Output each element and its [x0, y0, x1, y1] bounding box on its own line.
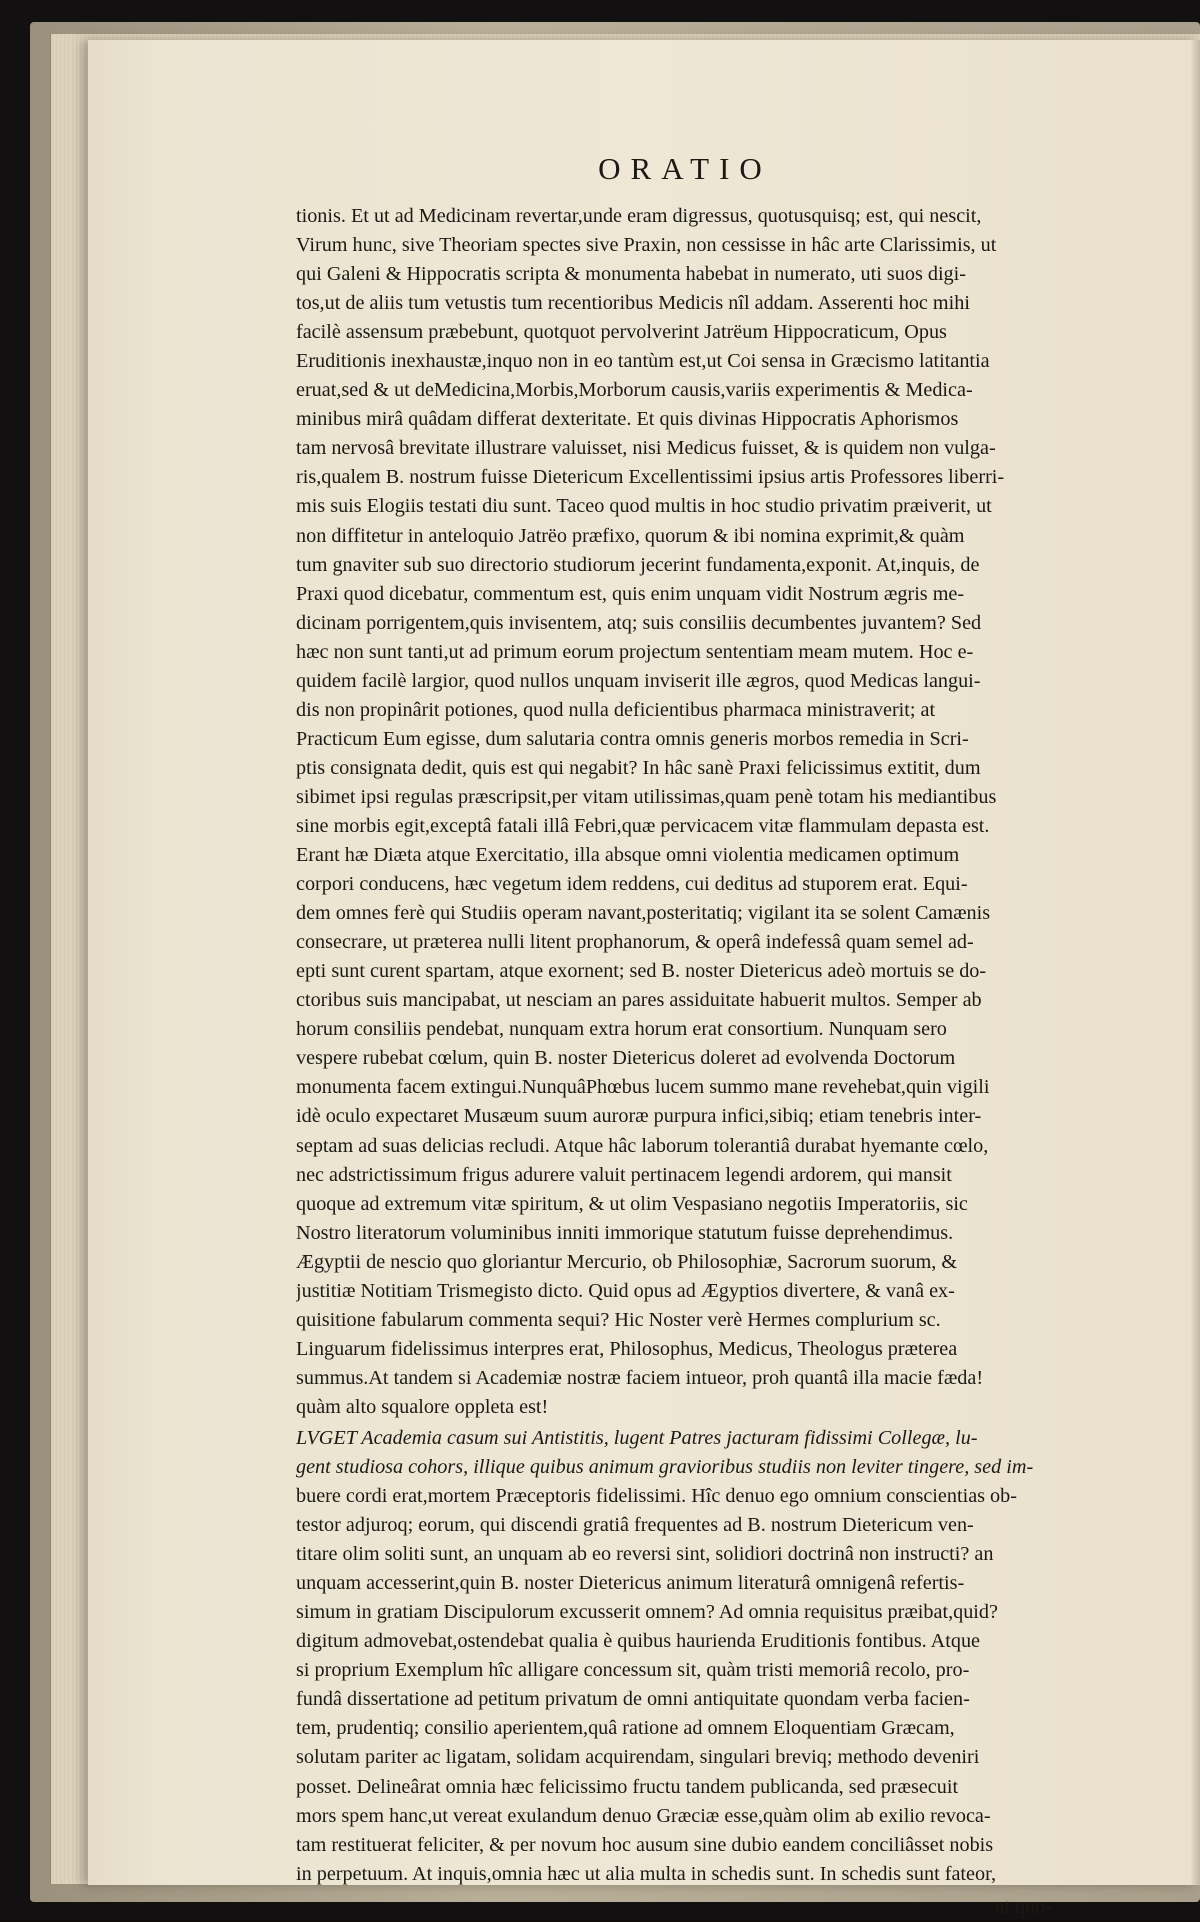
paragraph-2-line: tam restituerat feliciter, & per novum hoc ausum sine dubio eandem conciliâsset nobis: [296, 1833, 994, 1856]
paragraph-1-line: Praxi quod dicebatur, commentum est, quis enim unquam vidit Nostrum ægris me-: [296, 582, 965, 605]
paragraph-1-line: sine morbis egit,exceptâ fatali illâ Febri,quæ pervicacem vitæ flammulam depasta est.: [296, 814, 990, 837]
paragraph-1-line: tum gnaviter sub suo directorio studiorum jecerint fundamenta,exponit. At,inquis, de: [296, 553, 980, 576]
paragraph-2-line: testor adjuroq; eorum, qui discendi gratiâ frequentes ad B. nostrum Dietericum ven-: [296, 1514, 974, 1537]
paragraph-2-line: tem, prudentiq; consilio aperientem,quâ ratione ad omnem Eloquentiam Græcam,: [296, 1717, 955, 1740]
paragraph-2-line: buere cordi erat,mortem Præceptoris fidelissimi. Hîc denuo ego omnium conscientias ob-: [296, 1485, 1017, 1508]
paragraph-1-line: tos,ut de aliis tum vetustis tum recentioribus Medicis nîl addam. Asserenti hoc mihi: [296, 292, 970, 315]
paragraph-2-line: simum in gratiam Discipulorum excusserit omnem? Ad omnia requisitus præibat,quid?: [296, 1601, 998, 1624]
paragraph-1-line: quisitione fabularum commenta sequi? Hic Noster verè Hermes complurium sc.: [296, 1308, 941, 1331]
paragraph-2-lead-line: LVGET Academia casum sui Antistitis, lugent Patres jacturam fidissimi Collegæ, lu-: [296, 1426, 978, 1449]
paragraph-1-line: quàm alto squalore oppleta est!: [296, 1395, 549, 1418]
paragraph-2-line: si proprium Exemplum hîc alligare concessum sit, quàm tristi memoriâ recolo, pro-: [296, 1659, 970, 1682]
paragraph-1-line: monumenta facem extingui.NunquâPhœbus lucem summo mane revehebat,quin vigili: [296, 1076, 990, 1099]
paragraph-1-line: non diffitetur in anteloquio Jatrëo præfixo, quorum & ibi nomina exprimit,& quàm: [296, 524, 965, 547]
paragraph-1-line: Practicum Eum egisse, dum salutaria contra omnis generis morbos remedia in Scri-: [296, 727, 969, 750]
paragraph-1-line: ris,qualem B. nostrum fuisse Dietericum Excellentissimi ipsius artis Professores liberri-: [296, 466, 1005, 489]
paragraph-1-line: quoque ad extremum vitæ spiritum, & ut olim Vespasiano negotiis Imperatoriis, sic: [296, 1192, 968, 1215]
paragraph-1-line: tionis. Et ut ad Medicinam revertar,unde eram digressus, quotusquisq; est, qui nescit,: [296, 205, 982, 227]
paragraph-1-line: qui Galeni & Hippocratis scripta & monumenta habebat in numerato, uti suos digi-: [296, 263, 966, 286]
paragraph-1-line: Nostro literatorum voluminibus inniti immorique statutum fuisse deprehendimus.: [296, 1221, 954, 1244]
paragraph-1-line: justitiæ Notitiam Trismegisto dicto. Quid opus ad Ægyptios divertere, & vanâ ex-: [296, 1279, 955, 1302]
paragraph-1-line: vespere rubebat cœlum, quin B. noster Dietericus doleret ad evolvenda Doctorum: [296, 1047, 956, 1070]
paragraph-1-line: quidem facilè largior, quod nullos unquam inviserit ille ægros, quod Medicas langui-: [296, 669, 981, 692]
paragraph-1-line: sibimet ipsi regulas præscripsit,per vitam utilissimas,quam penè totam his mediantibus: [296, 785, 997, 808]
paragraph-1-line: Eruditionis inexhaustæ,inquo non in eo tantùm est,ut Coi sensa in Græcismo latitantia: [296, 350, 990, 373]
paragraph-2-line: solutam pariter ac ligatam, solidam acquirendam, singulari breviq; methodo deveniri: [296, 1746, 980, 1769]
paragraph-1-line: consecrare, ut præterea nulli litent prophanorum, & operâ indefessâ quam semel ad-: [296, 931, 974, 954]
paragraph-1-line: eruat,sed & ut deMedicina,Morbis,Morborum causis,variis experimentis & Medica-: [296, 379, 973, 402]
paragraph-1-line: mis suis Elogiis testati diu sunt. Taceo quod multis in hoc studio privatim præiverit, ut: [296, 495, 992, 518]
paragraph-1-line: dis non propinârit potiones, quod nulla deficientibus pharmaca ministraverit; at: [296, 698, 936, 721]
paragraph-2-line: digitum admovebat,ostendebat qualia è quibus haurienda Eruditionis fontibus. Atque: [296, 1630, 980, 1653]
paragraph-1-line: hæc non sunt tanti,ut ad primum eorum projectum sententiam meam mutem. Hoc e-: [296, 640, 974, 663]
paragraph-1-line: Linguarum fidelissimus interpres erat, Philosophus, Medicus, Theologus præterea: [296, 1337, 958, 1360]
paragraph-1-line: nec adstrictissimum frigus adurere valuit pertinacem legendi ardorem, qui mansit: [296, 1163, 952, 1186]
paragraph-2-line: titare olim soliti sunt, an unquam ab eo reversi sint, solidiori doctrinâ non instructi? an: [296, 1543, 994, 1566]
paragraph-2-line: gent studiosa cohors, illique quibus animum gravioribus studiis non leviter tingere, sed im-: [296, 1456, 1034, 1479]
paragraph-1-line: ctoribus suis mancipabat, ut nesciam an pares assiduitate habuerit multos. Semper ab: [296, 989, 982, 1012]
paragraph-1-line: corpori conducens, hæc vegetum idem reddens, cui deditus ad stuporem erat. Equi-: [296, 873, 968, 896]
paragraph-2-line: fundâ dissertatione ad petitum privatum de omni antiquitate quondam verba facien-: [296, 1688, 970, 1711]
text-block: [296, 150, 1074, 1922]
paragraph-1-line: ptis consignata dedit, quis est qui negabit? In hâc sanè Praxi felicissimus extitit, dum: [296, 756, 981, 779]
paragraph-1-line: Erant hæ Diæta atque Exercitatio, illa absque omni violentia medicamen optimum: [296, 844, 960, 867]
paragraph-1-line: dem omnes ferè qui Studiis operam navant,posteritatiq; vigilant ita se solent Camænis: [296, 902, 991, 925]
paragraph-2: [296, 1424, 1074, 1889]
paragraph-1-line: horum consiliis pendebat, nunquam extra horum erat consortium. Nunquam sero: [296, 1018, 947, 1041]
paragraph-1-line: minibus mirâ quâdam differat dexteritate. Et quis divinas Hippocratis Aphorismos: [296, 408, 959, 431]
paragraph-1-line: Ægyptii de nescio quo gloriantur Mercurio, ob Philosophiæ, Sacrorum suorum, &: [296, 1250, 958, 1273]
catchword: at quo-: [995, 1895, 1052, 1918]
paragraph-1-line: facilè assensum præbebunt, quotquot pervolverint Jatrëum Hippocraticum, Opus: [296, 321, 947, 344]
paragraph-2-line: mors spem hanc,ut vereat exulandum denuo Græciæ esse,quàm olim ab exilio revoca-: [296, 1804, 991, 1827]
paragraph-1-line: idè oculo expectaret Musæum suum auroræ purpura infici,sibiq; etiam tenebris inter-: [296, 1105, 982, 1128]
paragraph-1: [296, 202, 1074, 1422]
paragraph-1-line: epti sunt curent spartam, atque exornent; sed B. noster Dietericus adeò mortuis se do-: [296, 960, 987, 983]
running-head: ORATIO: [598, 151, 772, 186]
paragraph-1-line: summus.At tandem si Academiæ nostræ faciem intueor, proh quantâ illa macie fæda!: [296, 1366, 984, 1389]
paragraph-2-line: unquam accesserint,quin B. noster Dietericus animum literaturâ omnigenâ refertis-: [296, 1572, 965, 1595]
paragraph-1-line: dicinam porrigentem,quis invisentem, atq; suis consiliis decumbentes juvantem? Sed: [296, 611, 982, 634]
paragraph-2-line: in perpetuum. At inquis,omnia hæc ut alia multa in schedis sunt. In schedis sunt fateor,: [296, 1862, 997, 1885]
paragraph-1-line: tam nervosâ brevitate illustrare valuisset, nisi Medicus fuisset, & is quidem non vulga-: [296, 437, 996, 460]
paragraph-2-line: posset. Delineârat omnia hæc felicissimo fructu tandem publicanda, sed præsecuit: [296, 1775, 959, 1798]
paragraph-1-line: Virum hunc, sive Theoriam spectes sive Praxin, non cessisse in hâc arte Clarissimis, ut: [296, 234, 997, 257]
paragraph-1-line: septam ad suas delicias recludi. Atque hâc laborum tolerantiâ durabat hyemante cœlo,: [296, 1134, 989, 1157]
